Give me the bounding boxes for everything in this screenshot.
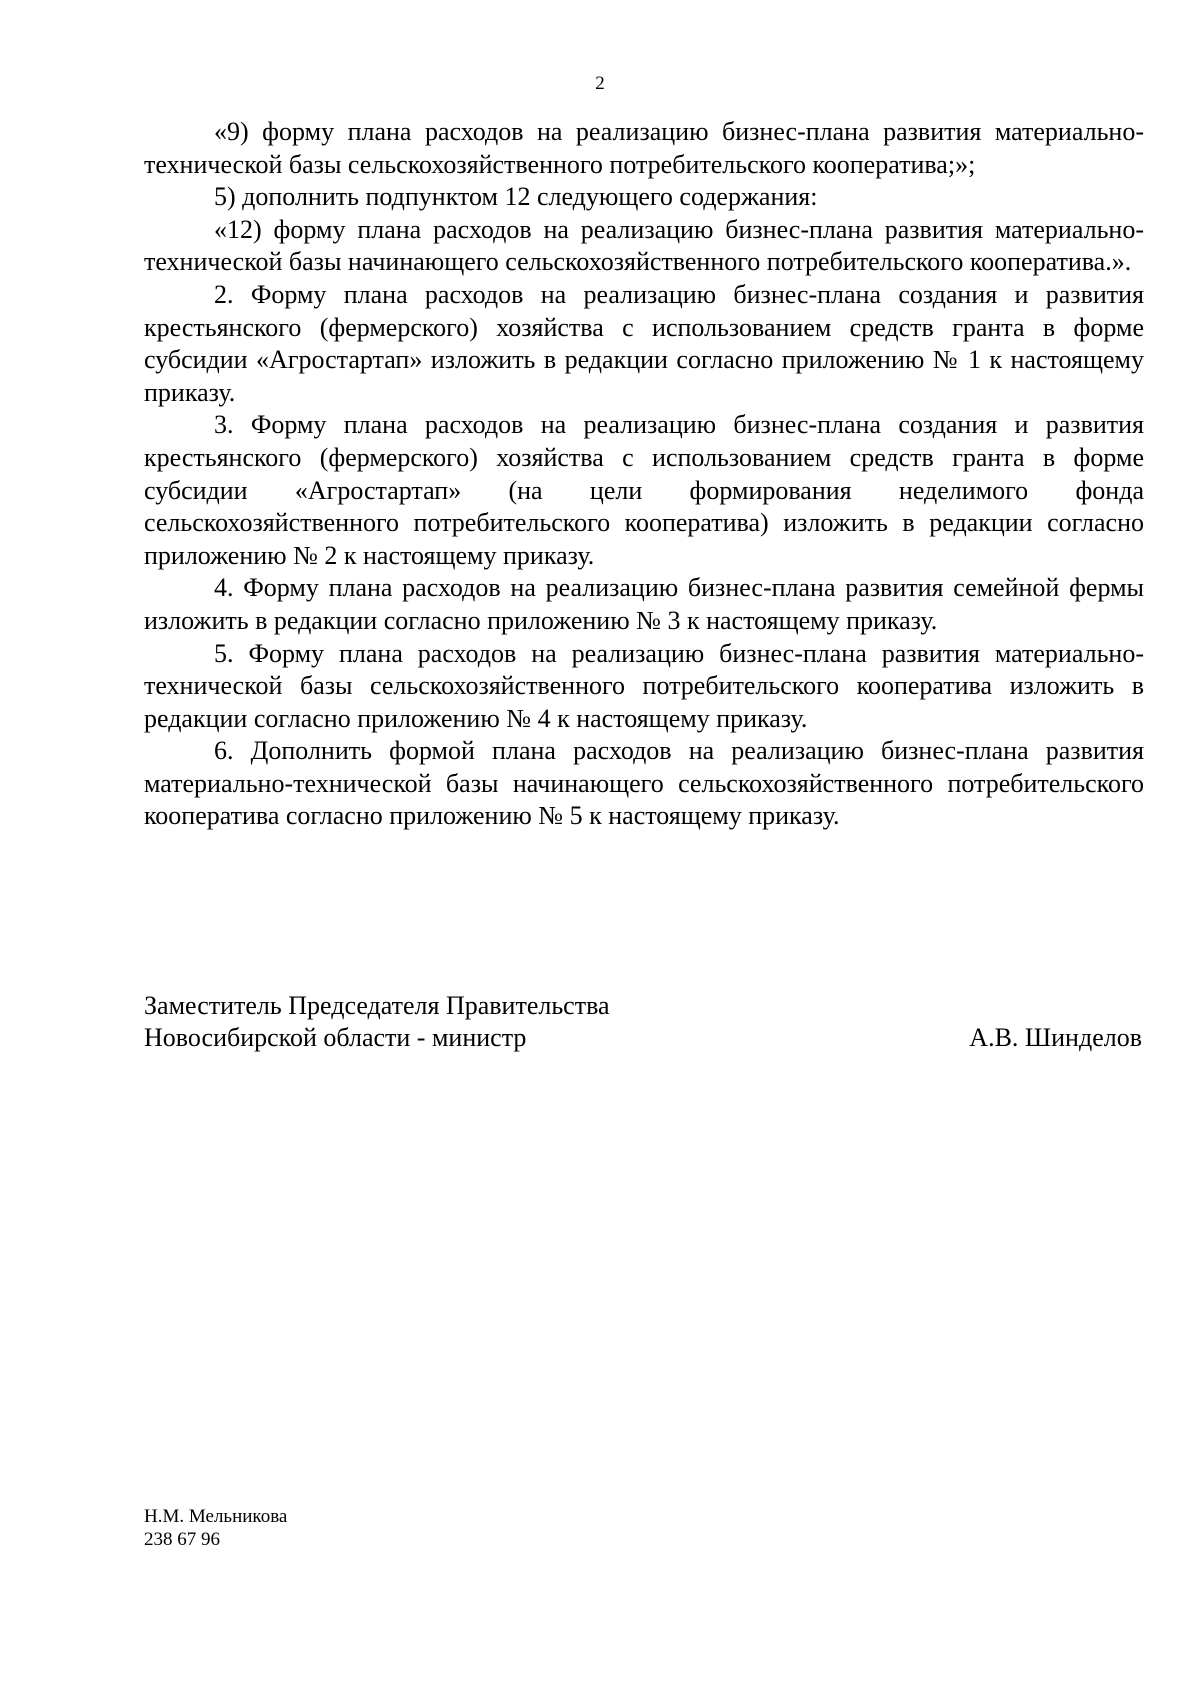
document-body [144,116,1144,833]
signer-position-line2: Новосибирской области - министр [144,1023,527,1052]
paragraph-item-3: 3. Форму плана расходов на реализацию бизнес-плана создания и развития крестьянского (фермерского) хозяйства с использованием средств гранта в форме субсидии «Агростартап» (на цели формирования неделимого фонда сельскохозяйственного потребительского кооператива) изложить в редакции согласно приложению № 2 к настоящему приказу. [144,410,1144,570]
page-number: 2 [595,73,605,94]
signer-position-line1: Заместитель Председателя Правительства [144,991,610,1020]
signer-name: А.В. Шинделов [969,1023,1142,1052]
paragraph-item-6: 6. Дополнить формой плана расходов на реализацию бизнес-плана развития материально-технической базы начинающего сельскохозяйственного потребительского кооператива согласно приложению № 5 к настоящему приказу. [144,736,1144,831]
paragraph-subitem-12: «12) форму плана расходов на реализацию бизнес-плана развития материально-технической базы начинающего сельскохозяйственного потребительского кооператива.». [144,214,1144,277]
executor-name: Н.М. Мельникова [144,1506,288,1527]
signature-block [144,990,1142,1054]
paragraph-item-5: 5) дополнить подпунктом 12 следующего содержания: [214,182,818,212]
signer-row [144,1022,1142,1054]
paragraph-item-4: 4. Форму плана расходов на реализацию бизнес-плана развития семейной фермы изложить в редакции согласно приложению № 3 к настоящему приказу. [144,573,1144,635]
paragraph-subitem-9: «9) форму плана расходов на реализацию бизнес-плана развития материально-технической базы сельскохозяйственного потребительского кооператива;»; [144,117,1144,179]
executor-phone: 238 67 96 [144,1529,220,1550]
paragraph-item-2: 2. Форму плана расходов на реализацию бизнес-плана создания и развития крестьянского (фермерского) хозяйства с использованием средств гранта в форме субсидии «Агростартап» изложить в редакции согласно приложению № 1 к настоящему приказу. [144,279,1144,407]
paragraph-item-5-form: 5. Форму плана расходов на реализацию бизнес-плана развития материально-технической базы сельскохозяйственного потребительского кооператива изложить в редакции согласно приложению № 4 к настоящему приказу. [144,638,1144,733]
executor-block [144,1505,287,1551]
